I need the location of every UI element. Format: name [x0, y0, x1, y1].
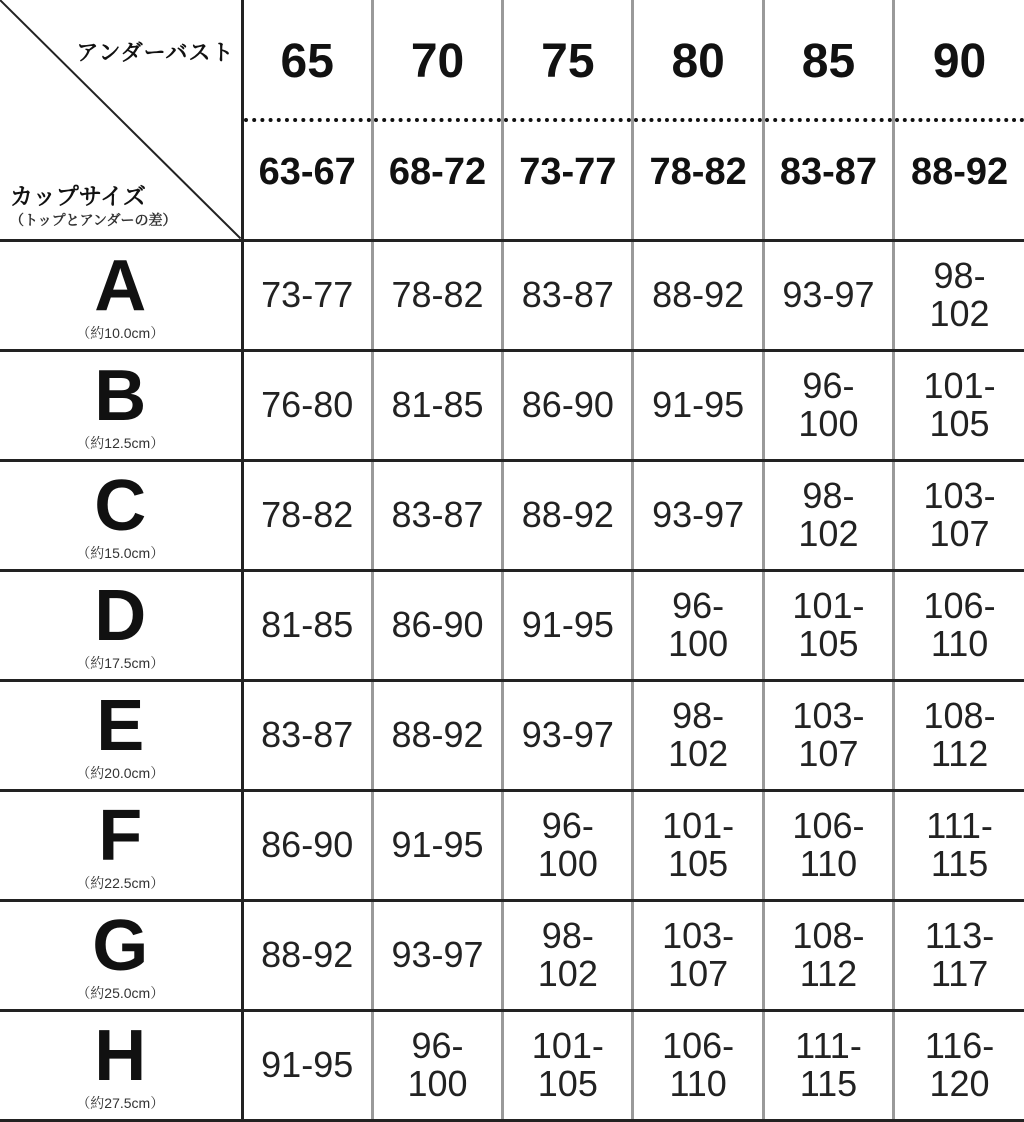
top-bust-range: 88-92 — [521, 494, 614, 535]
table-cell — [503, 1010, 633, 1120]
cup-difference-note: （約17.5cm） — [76, 655, 165, 671]
band-range: 73-77 — [519, 151, 617, 193]
table-cell — [242, 460, 372, 570]
top-bust-range: 101- 105 — [923, 365, 996, 444]
cup-letter: B — [94, 356, 147, 436]
top-bust-range: 98- 102 — [537, 915, 598, 994]
top-bust-range: 96- 100 — [537, 805, 598, 884]
top-bust-range: 88-92 — [652, 274, 745, 315]
dotted-separator — [765, 118, 892, 122]
table-cell — [763, 350, 893, 460]
table-cell — [894, 1010, 1024, 1120]
table-cell — [763, 680, 893, 790]
table-cell — [633, 790, 763, 900]
table-cell — [503, 570, 633, 680]
top-bust-range: 83-87 — [391, 494, 484, 535]
top-bust-range: 103- 107 — [662, 915, 735, 994]
underbust-label: アンダーバスト — [76, 40, 235, 65]
top-bust-range: 98- 102 — [668, 695, 729, 774]
table-cell — [503, 460, 633, 570]
band-header-90 — [894, 0, 1024, 240]
cup-cell-e — [0, 680, 242, 790]
cup-size-label: カップサイズ — [10, 183, 146, 209]
top-bust-range: 111- 115 — [926, 805, 993, 884]
cup-difference-note: （約12.5cm） — [76, 435, 165, 451]
table-cell — [894, 570, 1024, 680]
top-bust-range: 91-95 — [391, 824, 484, 865]
top-bust-range: 111- 115 — [795, 1025, 862, 1104]
table-cell — [372, 900, 502, 1010]
cup-cell-a — [0, 240, 242, 350]
cup-difference-note: （約25.0cm） — [76, 985, 165, 1001]
top-bust-range: 86-90 — [521, 384, 614, 425]
table-cell — [372, 1010, 502, 1120]
cup-difference-note: （約15.0cm） — [76, 545, 165, 561]
top-bust-range: 93-97 — [521, 714, 614, 755]
cup-letter: C — [94, 466, 147, 546]
cup-size-note: （トップとアンダーの差） — [10, 212, 177, 228]
table-cell — [242, 350, 372, 460]
table-row — [0, 790, 1024, 900]
table-cell — [763, 570, 893, 680]
top-bust-range: 101- 105 — [662, 805, 735, 884]
cup-letter: H — [94, 1016, 147, 1096]
top-bust-range: 86-90 — [391, 604, 484, 645]
table-cell — [503, 350, 633, 460]
band-number: 90 — [932, 35, 987, 88]
top-bust-range: 93-97 — [391, 934, 484, 975]
table-cell — [633, 1010, 763, 1120]
table-cell — [894, 900, 1024, 1010]
top-bust-range: 106- 110 — [792, 805, 865, 884]
cup-cell-h — [0, 1010, 242, 1120]
top-bust-range: 78-82 — [391, 274, 484, 315]
table-cell — [372, 790, 502, 900]
table-cell — [894, 680, 1024, 790]
table-cell — [763, 790, 893, 900]
table-cell — [633, 680, 763, 790]
top-bust-range: 98- 102 — [929, 255, 990, 334]
table-cell — [763, 240, 893, 350]
cup-letter: F — [98, 796, 143, 876]
top-bust-range: 83-87 — [521, 274, 614, 315]
table-cell — [372, 240, 502, 350]
table-cell — [894, 790, 1024, 900]
table-cell — [242, 790, 372, 900]
table-cell — [894, 460, 1024, 570]
top-bust-range: 101- 105 — [792, 585, 865, 664]
band-header-70 — [372, 0, 502, 240]
top-bust-range: 101- 105 — [531, 1025, 604, 1104]
dotted-separator — [634, 118, 761, 122]
top-bust-range: 91-95 — [521, 604, 614, 645]
cup-cell-c — [0, 460, 242, 570]
cup-letter: E — [96, 686, 145, 766]
top-bust-range: 113- 117 — [924, 915, 995, 994]
table-row — [0, 350, 1024, 460]
table-cell — [372, 350, 502, 460]
cup-cell-d — [0, 570, 242, 680]
dotted-separator — [895, 118, 1024, 122]
top-bust-range: 108- 112 — [792, 915, 865, 994]
cup-cell-f — [0, 790, 242, 900]
band-header-75 — [503, 0, 633, 240]
band-range: 63-67 — [258, 151, 356, 193]
band-range: 78-82 — [649, 151, 747, 193]
table-cell — [242, 240, 372, 350]
table-row — [0, 460, 1024, 570]
table-cell — [503, 240, 633, 350]
top-bust-range: 106- 110 — [923, 585, 996, 664]
cup-cell-b — [0, 350, 242, 460]
top-bust-range: 81-85 — [261, 604, 354, 645]
corner-header-cell — [0, 0, 242, 240]
cup-difference-note: （約10.0cm） — [76, 325, 165, 341]
top-bust-range: 103- 107 — [792, 695, 865, 774]
table-cell — [894, 350, 1024, 460]
table-cell — [633, 900, 763, 1010]
table-cell — [633, 460, 763, 570]
top-bust-range: 88-92 — [261, 934, 354, 975]
cup-difference-note: （約27.5cm） — [76, 1095, 165, 1111]
table-cell — [503, 900, 633, 1010]
table-row — [0, 570, 1024, 680]
top-bust-range: 96- 100 — [798, 365, 859, 444]
cup-letter: A — [94, 246, 147, 326]
dotted-separator — [504, 118, 631, 122]
top-bust-range: 73-77 — [261, 274, 354, 315]
band-number: 85 — [801, 35, 856, 88]
band-number: 75 — [541, 35, 595, 88]
top-bust-range: 93-97 — [782, 274, 875, 315]
top-bust-range: 96- 100 — [407, 1025, 468, 1104]
top-bust-range: 83-87 — [261, 714, 354, 755]
table-row — [0, 900, 1024, 1010]
top-bust-range: 116- 120 — [924, 1025, 995, 1104]
band-number: 80 — [671, 35, 725, 88]
top-bust-range: 88-92 — [391, 714, 484, 755]
band-header-85 — [763, 0, 893, 240]
table-cell — [763, 900, 893, 1010]
table-cell — [242, 680, 372, 790]
table-cell — [503, 790, 633, 900]
table-cell — [763, 460, 893, 570]
table-cell — [372, 570, 502, 680]
top-bust-range: 93-97 — [652, 494, 745, 535]
band-range: 83-87 — [779, 151, 878, 193]
band-number: 70 — [410, 35, 465, 88]
table-cell — [242, 900, 372, 1010]
dotted-separator — [374, 118, 501, 122]
top-bust-range: 91-95 — [652, 384, 745, 425]
table-cell — [242, 1010, 372, 1120]
top-bust-range: 86-90 — [261, 824, 354, 865]
table-cell — [372, 460, 502, 570]
table-cell — [503, 680, 633, 790]
table-cell — [894, 240, 1024, 350]
header-row — [0, 0, 1024, 240]
band-range: 88-92 — [910, 151, 1009, 193]
band-number: 65 — [280, 35, 334, 88]
top-bust-range: 96- 100 — [668, 585, 729, 664]
top-bust-range: 103- 107 — [923, 475, 996, 554]
table-cell — [633, 240, 763, 350]
table-cell — [763, 1010, 893, 1120]
table-cell — [633, 570, 763, 680]
table-row — [0, 680, 1024, 790]
top-bust-range: 81-85 — [391, 384, 484, 425]
band-header-65 — [242, 0, 372, 240]
dotted-separator — [244, 118, 371, 122]
cup-difference-note: （約22.5cm） — [76, 875, 165, 891]
table-cell — [372, 680, 502, 790]
table-cell — [242, 570, 372, 680]
top-bust-range: 78-82 — [261, 494, 354, 535]
band-range: 68-72 — [388, 151, 487, 193]
cup-letter: G — [92, 906, 149, 986]
cup-letter: D — [94, 576, 147, 656]
top-bust-range: 91-95 — [261, 1044, 354, 1085]
top-bust-range: 98- 102 — [798, 475, 859, 554]
table-row — [0, 240, 1024, 350]
top-bust-range: 106- 110 — [662, 1025, 735, 1104]
table-row — [0, 1010, 1024, 1120]
cup-difference-note: （約20.0cm） — [76, 765, 165, 781]
table-cell — [633, 350, 763, 460]
top-bust-range: 108- 112 — [923, 695, 996, 774]
cup-cell-g — [0, 900, 242, 1010]
top-bust-range: 76-80 — [261, 384, 354, 425]
band-header-80 — [633, 0, 763, 240]
